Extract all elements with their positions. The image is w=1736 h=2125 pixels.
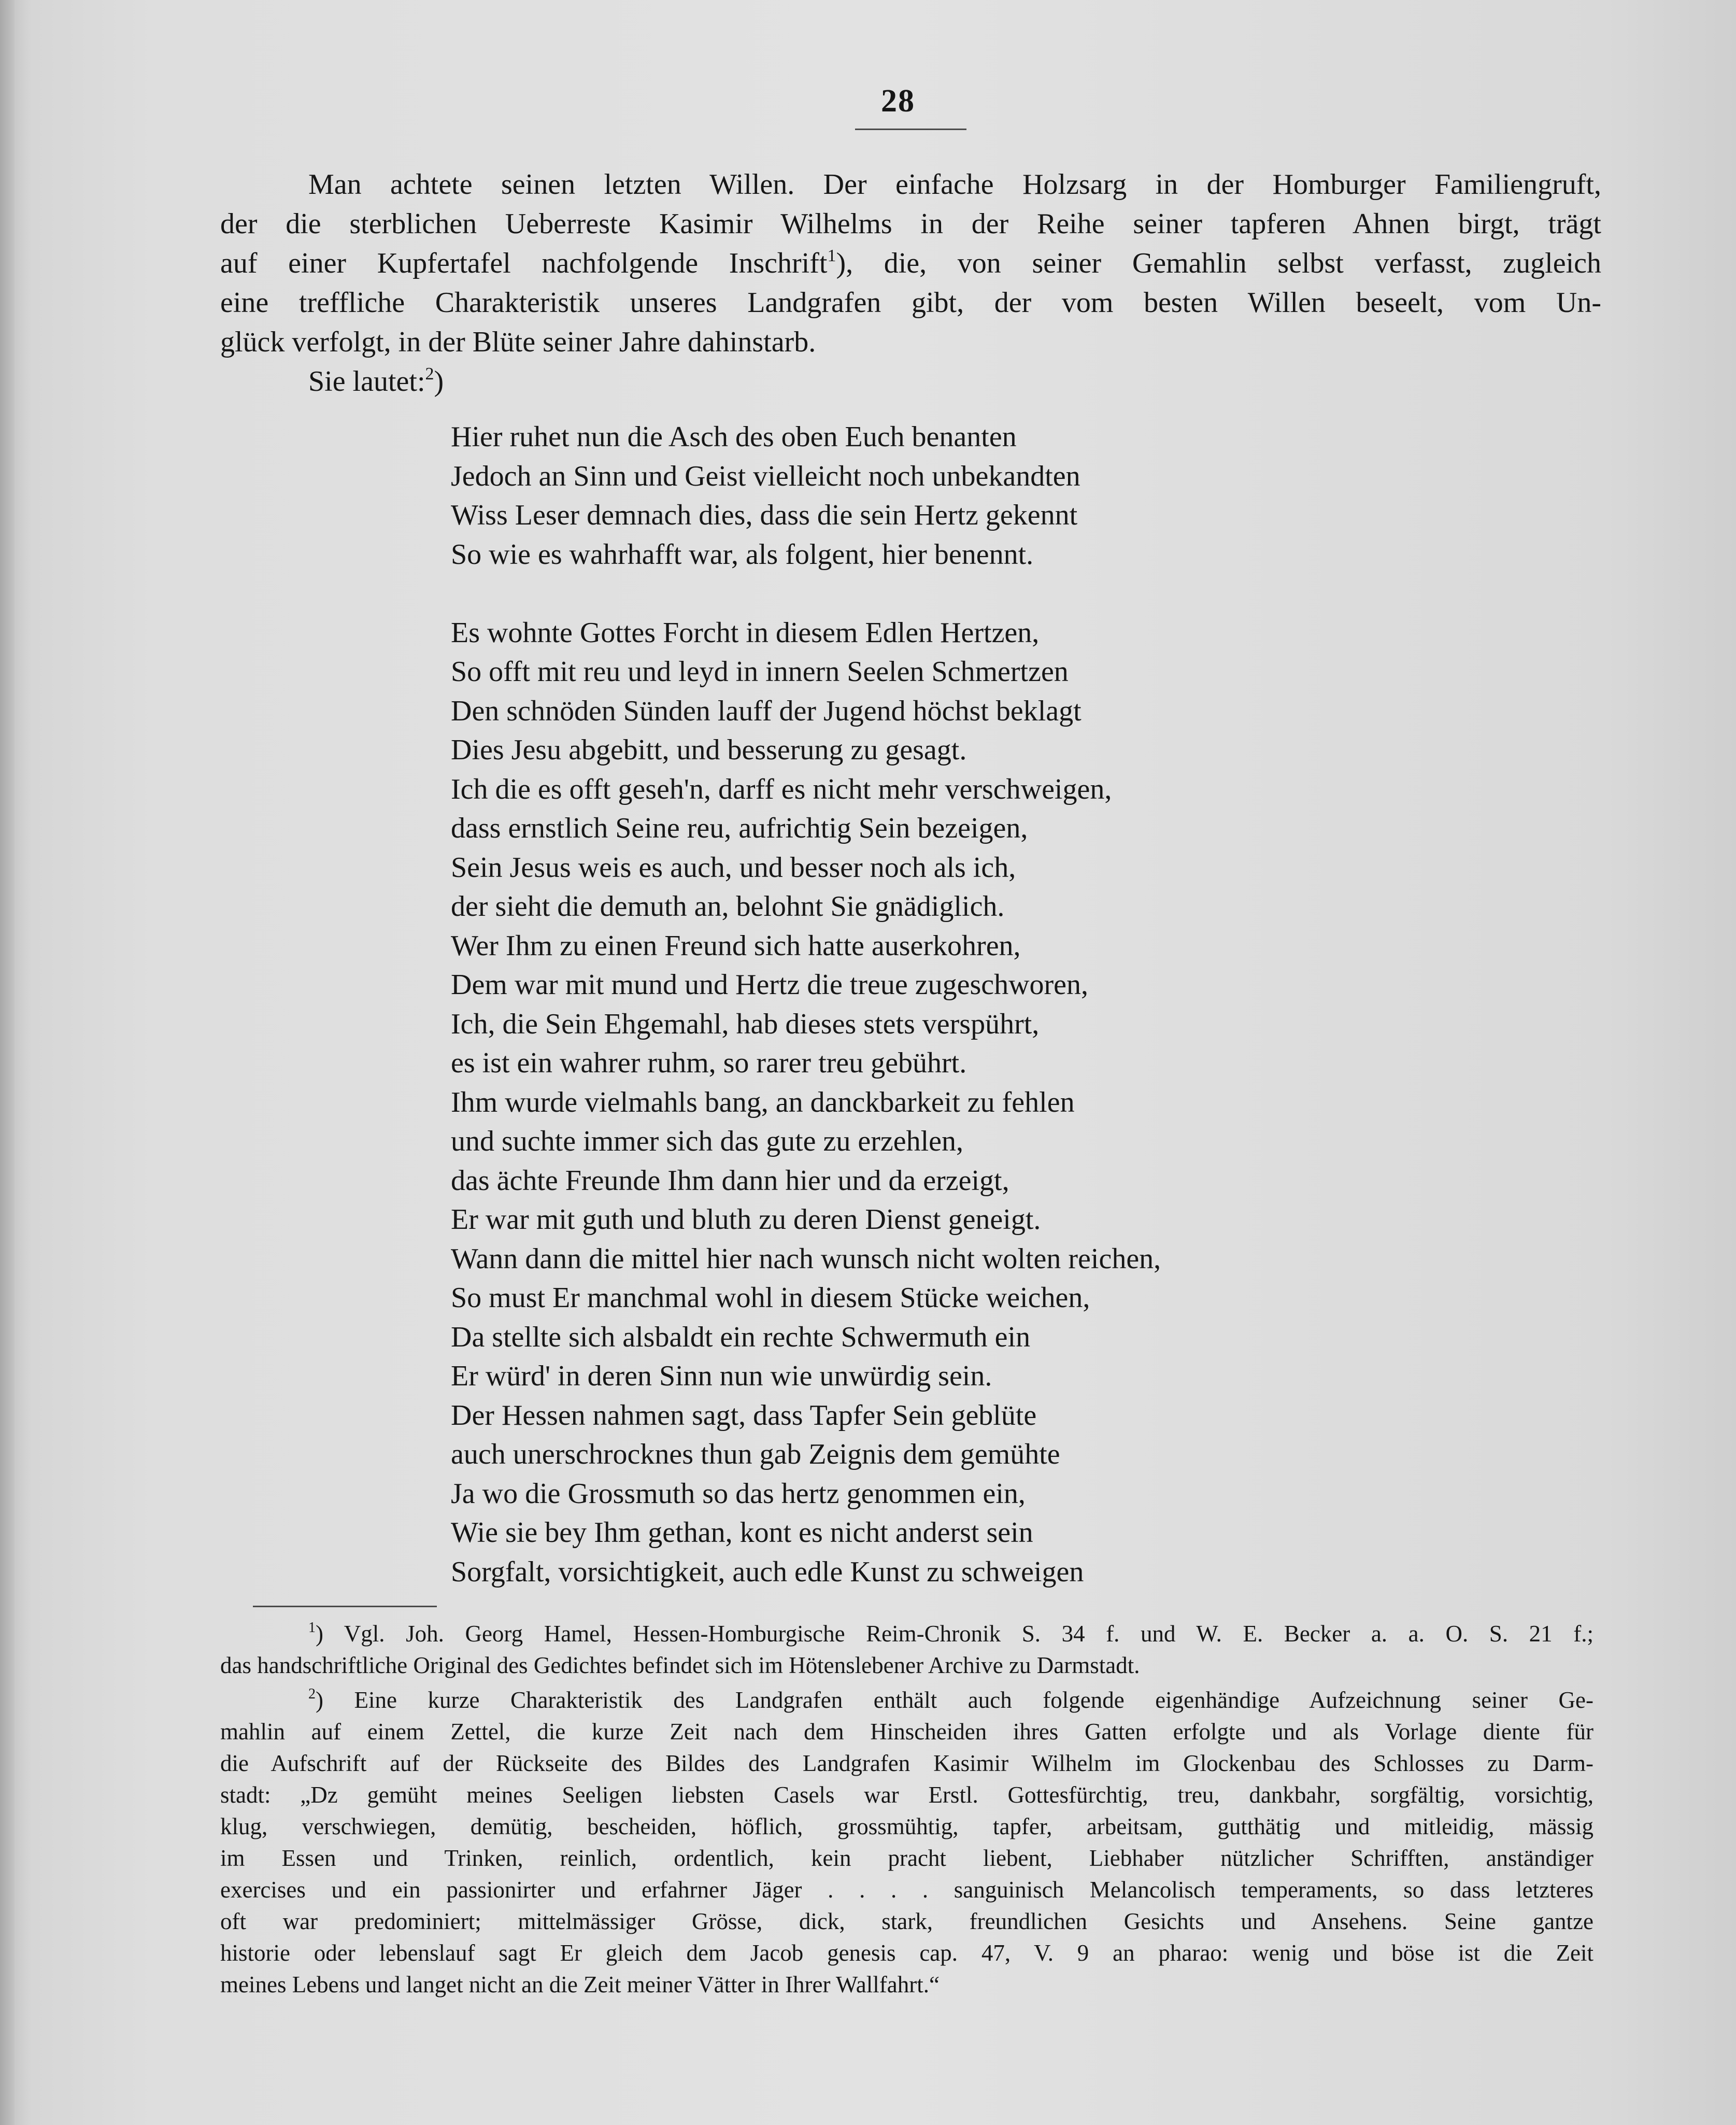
poem-line: So offt mit reu und leyd in innern Seelen Schmertzen	[451, 656, 1069, 688]
poem-line: Dies Jesu abgebitt, und besserung zu gesagt.	[451, 734, 967, 766]
poem-line: So must Er manchmal wohl in diesem Stücke weichen,	[451, 1282, 1090, 1314]
poem-inscription	[451, 418, 1161, 1592]
intro-line	[220, 244, 1601, 283]
footnote-2	[220, 1684, 1593, 2001]
poem-line: Er war mit guth und bluth zu deren Dienst geneigt.	[451, 1203, 1041, 1236]
intro-tail-text: Sie lautet:	[308, 365, 425, 398]
footnote-line: exercises und ein passionirter und erfahrner Jäger . . . . sanguinisch Melancolisch temperaments, so dass letzteres	[220, 1877, 1593, 1903]
footnote-marker: 2	[308, 1686, 316, 1702]
footnote-line: die Aufschrift auf der Rückseite des Bildes des Landgrafen Kasimir Wilhelm im Glockenbau des Schlosses zu Darm-	[220, 1750, 1593, 1776]
page-edge-shadow	[0, 0, 15, 2125]
footnote-line: meines Lebens und langet nicht an die Zeit meiner Vätter in Ihrer Wallfahrt.“	[220, 1972, 940, 1998]
footnote-line	[220, 1684, 1593, 1716]
poem-line: Den schnöden Sünden lauff der Jugend höchst beklagt	[451, 695, 1082, 727]
footnotes	[220, 1618, 1593, 2004]
footnote-marker: 1	[308, 1620, 316, 1636]
poem-line: Jedoch an Sinn und Geist vielleicht noch unbekandten	[451, 460, 1080, 492]
poem-line: der sieht die demuth an, belohnt Sie gnädiglich.	[451, 890, 1005, 923]
poem-line: Wann dann die mittel hier nach wunsch nicht wolten reichen,	[451, 1242, 1161, 1275]
poem-line: Es wohnte Gottes Forcht in diesem Edlen Hertzen,	[451, 616, 1040, 649]
poem-line: und suchte immer sich das gute zu erzehlen,	[451, 1125, 963, 1157]
poem-line: auch unerschrocknes thun gab Zeignis dem gemühte	[451, 1438, 1060, 1470]
intro-line: glück verfolgt, in der Blüte seiner Jahre dahinstarb.	[220, 326, 816, 358]
poem-line: Wie sie bey Ihm gethan, kont es nicht anderst sein	[451, 1517, 1033, 1549]
poem-line: Sein Jesus weis es auch, und besser noch als ich,	[451, 851, 1016, 884]
intro-line-part: auf einer Kupfertafel nachfolgende Inschrift	[220, 247, 828, 279]
footnote-line	[220, 1618, 1593, 1650]
page-number-rule	[855, 129, 966, 130]
poem-line: Sorgfalt, vorsichtigkeit, auch edle Kunst zu schweigen	[451, 1555, 1084, 1588]
intro-paragraph	[220, 165, 1601, 362]
intro-line: Man achtete seinen letzten Willen. Der einfache Holzsarg in der Homburger Familiengruft,	[308, 168, 1601, 201]
footnote-1	[220, 1618, 1593, 1681]
poem-line: Hier ruhet nun die Asch des oben Euch benanten	[451, 421, 1017, 453]
footnote-line: klug, verschwiegen, demütig, bescheiden, höflich, grossmühtig, tapfer, arbeitsam, gutthätig und mitleidig, mässig	[220, 1814, 1593, 1839]
footnote-line: stadt: „Dz gemüht meines Seeligen liebsten Casels war Erstl. Gottesfürchtig, treu, dankbahr, sorgfältig, vorsichtig,	[220, 1782, 1593, 1808]
footnote-line: im Essen und Trinken, reinlich, ordentlich, kein pracht liebent, Liebhaber nützlicher Schrifften, anständiger	[220, 1845, 1593, 1871]
footnote-ref-1: 1	[827, 246, 836, 265]
poem-line: Ihm wurde vielmahls bang, an danckbarkeit zu fehlen	[451, 1086, 1075, 1118]
poem-line: Wiss Leser demnach dies, dass die sein Hertz gekennt	[451, 499, 1078, 531]
footnote-text: ) Vgl. Joh. Georg Hamel, Hessen-Homburgische Reim-Chronik S. 34 f. und W. E. Becker a. a. O. S. 21 f.;	[316, 1621, 1593, 1647]
footnote-text: ) Eine kurze Charakteristik des Landgrafen enthält auch folgende eigenhändige Aufzeichnung seiner Ge-	[316, 1687, 1593, 1713]
page-number: 28	[881, 83, 915, 119]
poem-line: So wie es wahrhafft war, als folgent, hier benennt.	[451, 538, 1034, 571]
footnote-separator	[253, 1606, 437, 1607]
intro-tail	[308, 362, 444, 401]
poem-line: Ja wo die Grossmuth so das hertz genommen ein,	[451, 1477, 1026, 1510]
footnote-line: mahlin auf einem Zettel, die kurze Zeit nach dem Hinscheiden ihres Gatten erfolgte und als Vorlage diente für	[220, 1719, 1593, 1745]
poem-line: Er würd' in deren Sinn nun wie unwürdig sein.	[451, 1360, 992, 1392]
footnote-ref-2: 2	[425, 364, 434, 384]
footnote-line: das handschriftliche Original des Gedichtes befindet sich im Hötenslebener Archive zu Darmstadt.	[220, 1652, 1140, 1678]
intro-line: der die sterblichen Ueberreste Kasimir Wilhelms in der Reihe seiner tapferen Ahnen birgt, trägt	[220, 208, 1601, 240]
poem-line: dass ernstlich Seine reu, aufrichtig Sein bezeigen,	[451, 812, 1028, 844]
poem-line: Ich die es offt geseh'n, darff es nicht mehr verschweigen,	[451, 773, 1112, 805]
intro-line: eine treffliche Charakteristik unseres Landgrafen gibt, der vom besten Willen beseelt, vom Un-	[220, 287, 1601, 319]
footnote-line: historie oder lebenslauf sagt Er gleich dem Jacob genesis cap. 47, V. 9 an pharao: wenig und böse ist die Zeit	[220, 1940, 1593, 1966]
footnote-line: oft war predominiert; mittelmässiger Grösse, dick, stark, freundlichen Gesichts und Ansehens. Seine gantze	[220, 1908, 1593, 1934]
poem-line: das ächte Freunde Ihm dann hier und da erzeigt,	[451, 1164, 1009, 1197]
intro-tail-close: )	[434, 365, 444, 398]
poem-line: Dem war mit mund und Hertz die treue zugeschworen,	[451, 969, 1089, 1001]
poem-line: es ist ein wahrer ruhm, so rarer treu gebührt.	[451, 1047, 967, 1079]
stanza-gap	[451, 574, 1161, 614]
intro-line-part: ), die, von seiner Gemahlin selbst verfasst, zugleich	[836, 247, 1601, 279]
poem-line: Der Hessen nahmen sagt, dass Tapfer Sein geblüte	[451, 1399, 1037, 1432]
poem-line: Da stellte sich alsbaldt ein rechte Schwermuth ein	[451, 1321, 1031, 1353]
poem-line: Wer Ihm zu einen Freund sich hatte auserkohren,	[451, 929, 1021, 962]
poem-line: Ich, die Sein Ehgemahl, hab dieses stets verspührt,	[451, 1008, 1040, 1040]
